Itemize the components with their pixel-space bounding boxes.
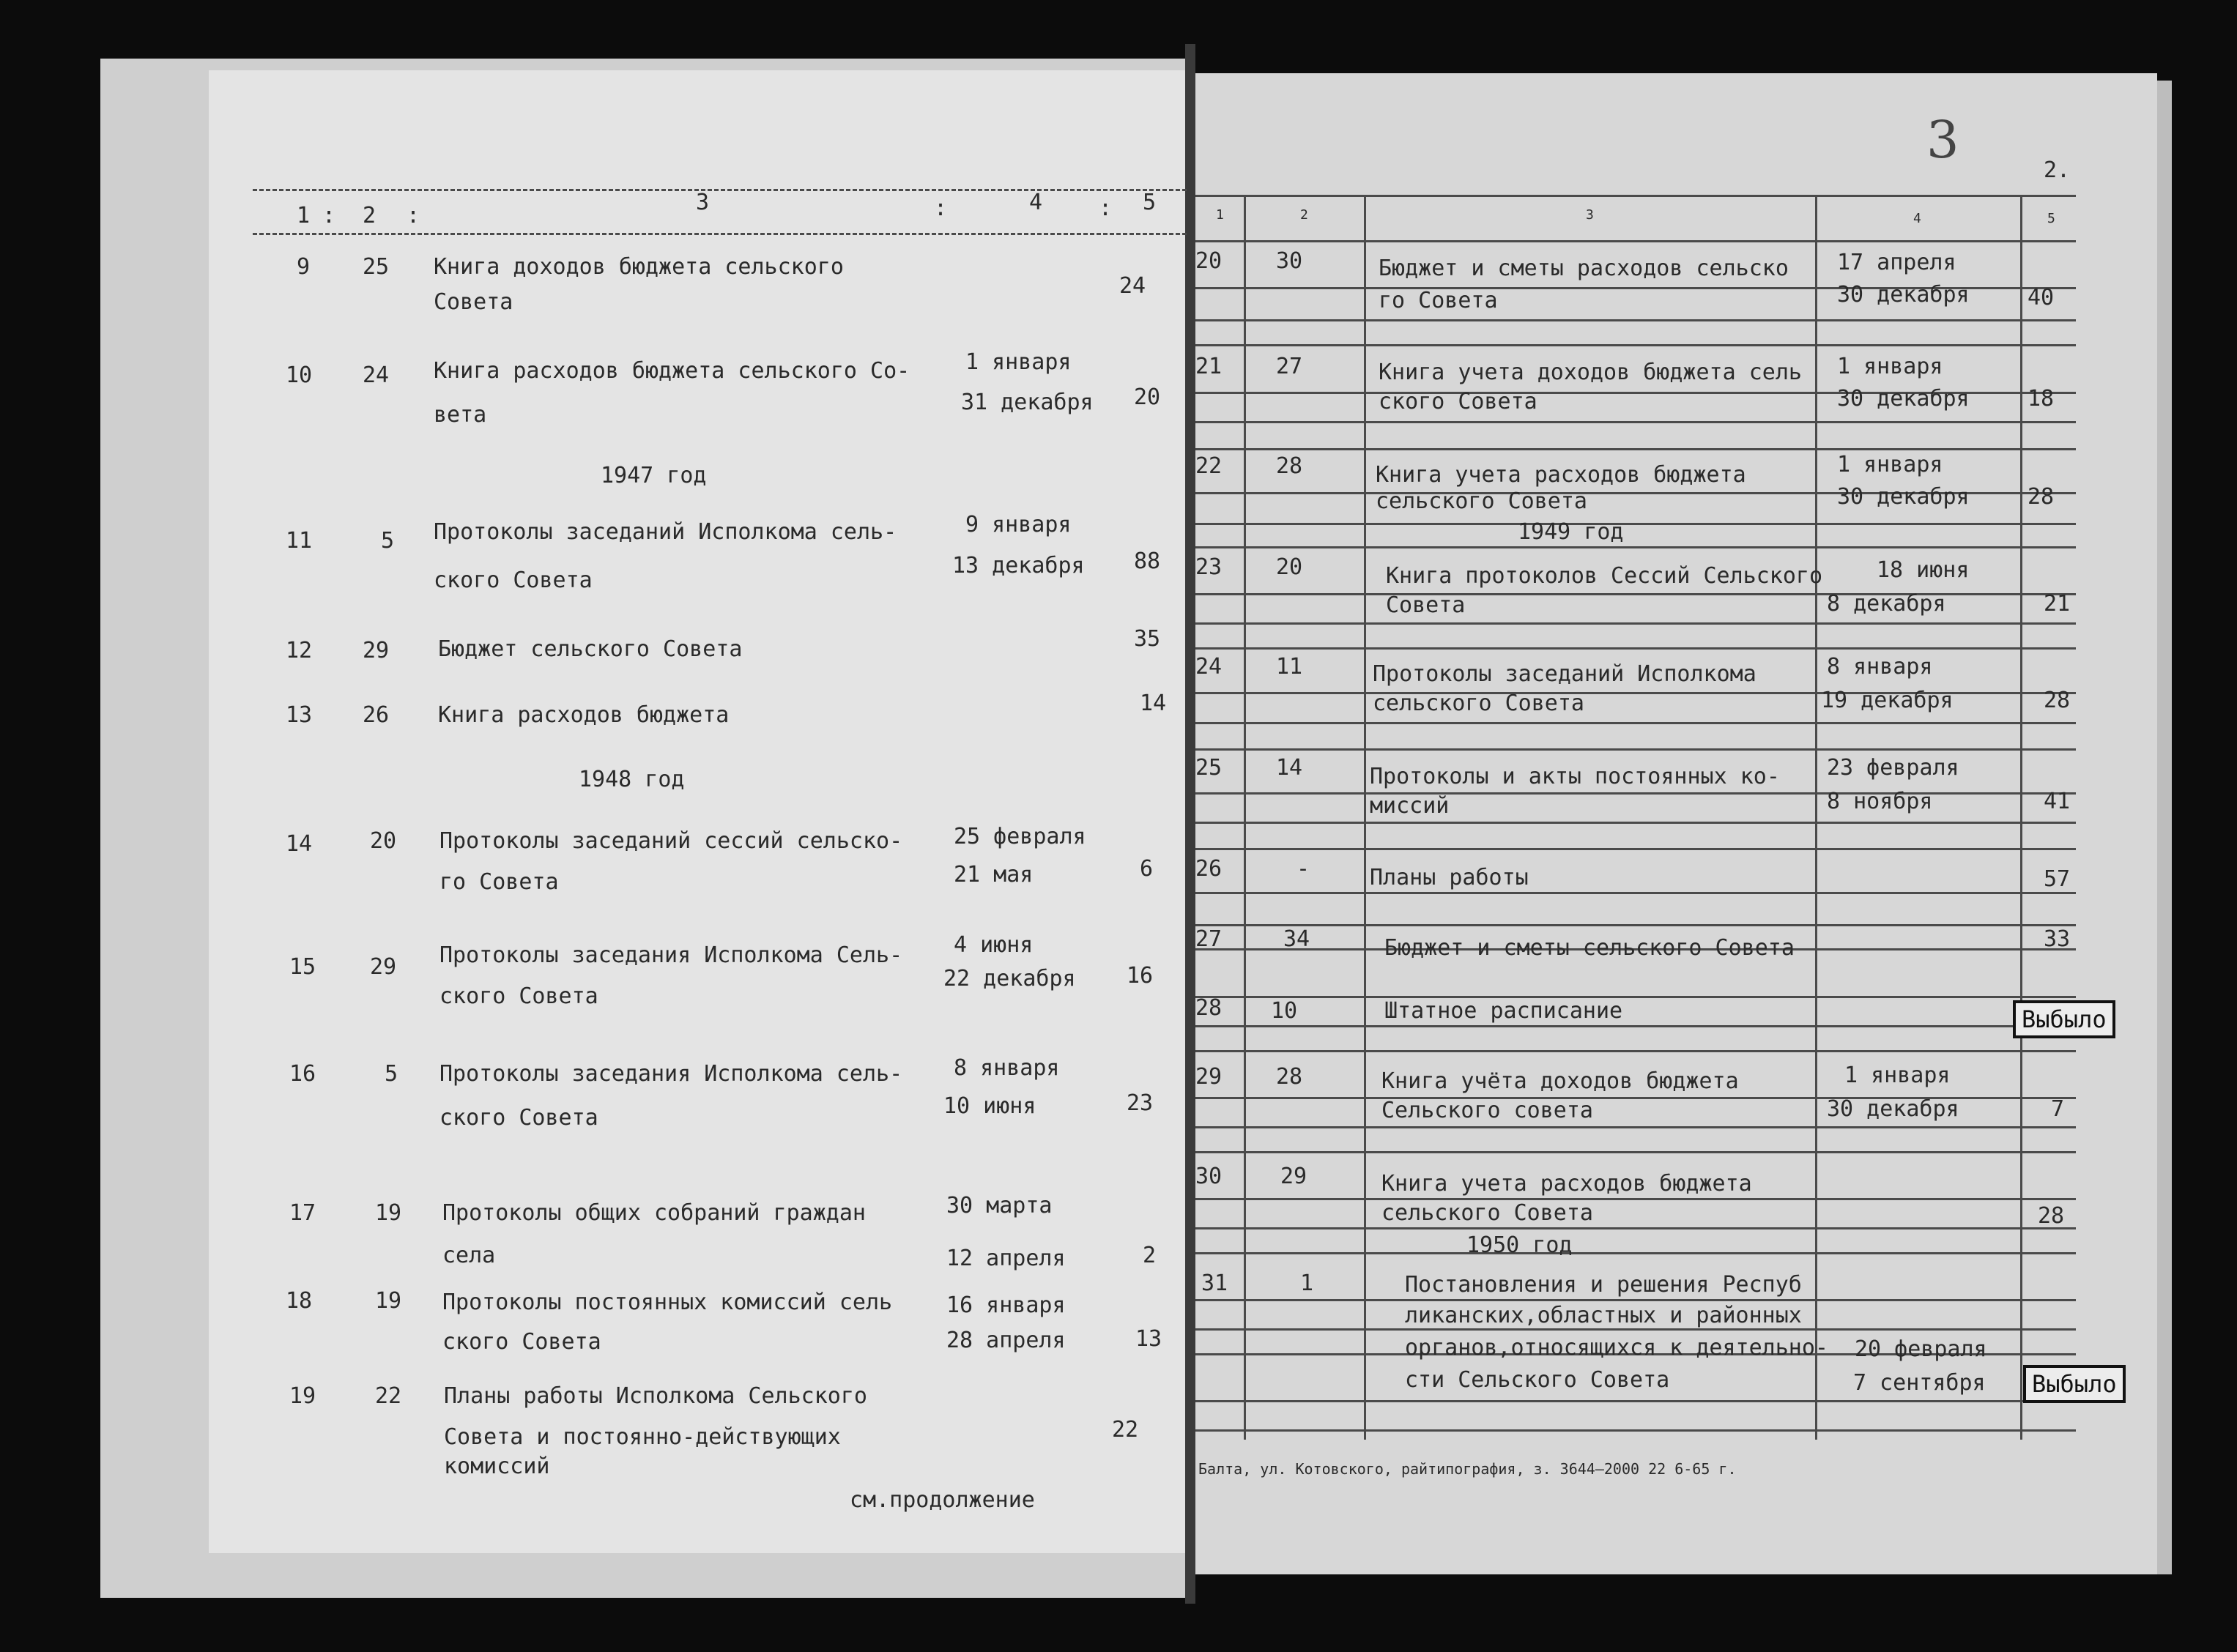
inventory-number: 28 xyxy=(1276,453,1303,479)
item-title: ского Совета xyxy=(439,1105,598,1131)
inventory-number: 29 xyxy=(370,954,397,980)
sheet-count: 21 xyxy=(2044,591,2071,617)
row-number: 27 xyxy=(1195,926,1223,952)
item-title: Книга расходов бюджета сельского Со- xyxy=(434,358,910,384)
sheet-count: 24 xyxy=(1119,273,1146,299)
table-rule xyxy=(1195,344,2076,346)
item-title: Штатное расписание xyxy=(1384,998,1623,1024)
item-title: Книга учета расходов бюджета xyxy=(1376,462,1746,488)
left-header-col5: 5 xyxy=(1143,190,1157,215)
left-header-sep: : xyxy=(322,203,336,228)
inventory-number: 30 xyxy=(1276,248,1303,274)
sheet-count: 33 xyxy=(2044,926,2071,952)
date-end: 22 декабря xyxy=(943,966,1076,991)
date-start: 4 июня xyxy=(954,932,1034,958)
right-header-col3: 3 xyxy=(1586,207,1594,223)
item-title: органов,относящихся к деятельно- xyxy=(1405,1335,1828,1361)
date-end: 10 июня xyxy=(943,1093,1036,1119)
inventory-number: 28 xyxy=(1276,1064,1303,1090)
item-title: го Совета xyxy=(1379,288,1498,313)
right-header-col1: 1 xyxy=(1216,207,1224,223)
sheet-count: 13 xyxy=(1135,1326,1162,1352)
date-end: 30 декабря xyxy=(1827,1096,1959,1122)
row-number: 16 xyxy=(289,1061,316,1087)
inventory-number: 26 xyxy=(363,702,390,728)
date-start: 1 января xyxy=(965,349,1072,375)
table-rule xyxy=(1195,1050,2076,1052)
item-title: Протоколы заседания Исполкома Сель- xyxy=(439,942,903,968)
table-rule xyxy=(1195,622,2076,625)
item-title: Протоколы и акты постоянных ко- xyxy=(1370,764,1780,789)
inventory-number: 29 xyxy=(363,638,390,663)
item-title: Книга учёта доходов бюджета xyxy=(1381,1068,1739,1094)
inventory-number: 5 xyxy=(385,1061,398,1087)
table-rule xyxy=(1195,1252,2076,1254)
left-header-sep: : xyxy=(1099,196,1113,221)
table-rule xyxy=(1195,1328,2076,1331)
sheet-count: 28 xyxy=(2038,1203,2065,1229)
left-header-top-rule xyxy=(253,189,1187,191)
table-rule xyxy=(1195,1198,2076,1200)
row-number: 30 xyxy=(1195,1164,1223,1189)
date-start: 1 января xyxy=(1844,1063,1951,1088)
item-title: сти Сельского Совета xyxy=(1405,1367,1670,1393)
item-title: сельского Совета xyxy=(1373,691,1584,716)
left-header-sep: : xyxy=(934,196,948,221)
item-title: Планы работы xyxy=(1370,865,1529,890)
item-title: ского Совета xyxy=(439,983,598,1009)
date-start: 30 марта xyxy=(946,1193,1053,1218)
row-number: 9 xyxy=(297,254,311,280)
table-rule xyxy=(1195,892,2076,894)
sheet-count: 40 xyxy=(2028,285,2055,310)
item-title: Протоколы заседаний Исполкома xyxy=(1373,661,1756,687)
right-header-col5: 5 xyxy=(2047,211,2055,226)
inventory-number: 19 xyxy=(375,1288,402,1314)
book-gutter xyxy=(1185,44,1195,1604)
date-end: 21 мая xyxy=(954,862,1034,888)
pencil-folio-number: 3 xyxy=(1926,110,1959,170)
table-rule xyxy=(1195,421,2076,423)
item-title: Постановления и решения Респуб xyxy=(1405,1272,1802,1298)
date-start: 20 февраля xyxy=(1855,1336,1987,1362)
row-number: 10 xyxy=(286,362,313,388)
row-number: 24 xyxy=(1195,654,1223,680)
item-title: Протоколы постоянных комиссий сель xyxy=(442,1290,893,1315)
item-title: комиссий xyxy=(444,1454,550,1479)
sheet-count: 41 xyxy=(2044,789,2071,814)
table-rule xyxy=(1195,546,2076,548)
inventory-number: 27 xyxy=(1276,354,1303,379)
item-title: Книга учета расходов бюджета xyxy=(1381,1171,1752,1197)
left-header-col2: 2 xyxy=(363,203,376,228)
item-title: Книга протоколов Сессий Сельского xyxy=(1386,563,1823,589)
item-title: Книга учета доходов бюджета сель xyxy=(1379,360,1802,385)
date-end: 30 декабря xyxy=(1837,484,1970,510)
row-number: 29 xyxy=(1195,1064,1223,1090)
item-title: ского Совета xyxy=(434,568,593,593)
item-title: Сельского совета xyxy=(1381,1098,1593,1123)
inventory-number: 24 xyxy=(363,362,390,388)
item-title: Протоколы заседаний сессий сельско- xyxy=(439,828,903,854)
date-end: 19 декабря xyxy=(1821,688,1954,713)
right-header-col4: 4 xyxy=(1913,211,1921,226)
left-header-col3: 3 xyxy=(696,190,710,215)
table-rule xyxy=(1195,523,2076,525)
date-end: 12 апреля xyxy=(946,1246,1066,1271)
inventory-number: 34 xyxy=(1283,926,1310,952)
printer-imprint: Балта, ул. Котовского, райтипография, з. 3644—2000 22 6-65 г. xyxy=(1198,1460,1737,1478)
row-number: 20 xyxy=(1195,248,1223,274)
left-header-sep: : xyxy=(407,203,420,228)
item-title: сельского Совета xyxy=(1381,1200,1593,1226)
table-rule xyxy=(1195,848,2076,850)
inventory-number: 20 xyxy=(1276,554,1303,580)
date-end: 13 декабря xyxy=(952,553,1085,578)
sheet-count: 28 xyxy=(2044,688,2071,713)
date-start: 16 января xyxy=(946,1292,1066,1318)
date-start: 1 января xyxy=(1837,354,1943,379)
inventory-number: 25 xyxy=(363,254,390,280)
date-end: 8 декабря xyxy=(1827,591,1946,617)
sheet-count: 14 xyxy=(1140,691,1167,716)
sheet-count: 23 xyxy=(1127,1090,1154,1116)
row-number: 12 xyxy=(286,638,313,663)
inventory-number: 20 xyxy=(370,828,397,854)
table-rule xyxy=(1195,722,2076,724)
item-title: Протоколы заседаний Исполкома сель- xyxy=(434,519,897,545)
sheet-count: 16 xyxy=(1127,963,1154,989)
row-number: 17 xyxy=(289,1200,316,1226)
row-number: 18 xyxy=(286,1288,313,1314)
table-rule xyxy=(1195,1227,2076,1229)
item-title: вета xyxy=(434,402,487,428)
sheet-count: 28 xyxy=(2028,484,2055,510)
table-rule xyxy=(1195,748,2076,751)
table-rule xyxy=(1195,1400,2076,1402)
inventory-number: - xyxy=(1296,856,1310,882)
item-title: сельского Совета xyxy=(1376,488,1587,514)
sheet-count: 57 xyxy=(2044,866,2071,892)
row-number: 31 xyxy=(1201,1270,1228,1296)
table-rule xyxy=(1195,448,2076,450)
row-number: 15 xyxy=(289,954,316,980)
row-number: 19 xyxy=(289,1383,316,1409)
item-title: Совета xyxy=(434,289,513,315)
table-rule xyxy=(1195,792,2076,795)
date-start: 18 июня xyxy=(1877,557,1970,583)
table-rule xyxy=(1195,1299,2076,1301)
item-title: Планы работы Исполкома Сельского xyxy=(444,1383,867,1409)
right-header-col2: 2 xyxy=(1300,207,1308,223)
date-start: 8 января xyxy=(1827,654,1933,680)
row-number: 26 xyxy=(1195,856,1223,882)
item-title: Протоколы общих собраний граждан xyxy=(442,1200,866,1226)
date-start: 1 января xyxy=(1837,452,1943,477)
row-number: 25 xyxy=(1195,755,1223,781)
table-rule xyxy=(1195,319,2076,321)
date-end: 28 апреля xyxy=(946,1328,1066,1353)
sheet-count: 6 xyxy=(1140,856,1154,882)
inventory-number: 29 xyxy=(1280,1164,1307,1189)
withdrawn-stamp: Выбыло xyxy=(2013,1000,2115,1038)
item-title: ского Совета xyxy=(442,1329,601,1355)
item-title: Бюджет сельского Совета xyxy=(438,636,743,662)
sheet-count: 7 xyxy=(2051,1096,2065,1122)
row-number: 22 xyxy=(1195,453,1223,479)
item-title: Книга расходов бюджета xyxy=(438,702,730,728)
inventory-number: 10 xyxy=(1271,998,1298,1024)
row-number: 13 xyxy=(286,702,313,728)
year-heading: 1948 год xyxy=(579,767,685,792)
table-rule xyxy=(1195,195,2076,197)
row-number: 23 xyxy=(1195,554,1223,580)
item-title: Бюджет и сметы расходов сельско xyxy=(1379,256,1789,281)
row-number: 11 xyxy=(286,528,313,554)
item-title: села xyxy=(442,1243,496,1268)
table-rule xyxy=(1195,647,2076,650)
item-title: миссий xyxy=(1370,793,1450,819)
inventory-number: 14 xyxy=(1276,755,1303,781)
date-start: 23 февраля xyxy=(1827,755,1959,781)
date-end: 7 сентября xyxy=(1853,1370,1986,1396)
inventory-number: 22 xyxy=(375,1383,402,1409)
table-rule xyxy=(1195,1429,2076,1432)
item-title: Совета и постоянно-действующих xyxy=(444,1424,841,1450)
item-title: ского Совета xyxy=(1379,389,1537,414)
inventory-number: 5 xyxy=(381,528,395,554)
item-title: Книга доходов бюджета сельского xyxy=(434,254,844,280)
row-number: 21 xyxy=(1195,354,1223,379)
left-header-bottom-rule xyxy=(253,233,1187,235)
table-rule xyxy=(1195,240,2076,242)
row-number: 14 xyxy=(286,831,313,857)
left-header-col1: 1 xyxy=(297,203,311,228)
date-start: 9 января xyxy=(965,512,1072,537)
year-heading: 1949 год xyxy=(1518,519,1624,545)
item-title: ликанских,областных и районных xyxy=(1405,1303,1802,1328)
date-end: 30 декабря xyxy=(1837,282,1970,308)
date-end: 8 ноября xyxy=(1827,789,1933,814)
date-start: 25 февраля xyxy=(954,824,1086,849)
date-start: 17 апреля xyxy=(1837,250,1956,275)
sheet-count: 35 xyxy=(1134,626,1161,652)
sheet-count: 22 xyxy=(1112,1417,1139,1443)
continuation-note: см.продолжение xyxy=(850,1487,1035,1513)
row-number: 28 xyxy=(1195,995,1223,1021)
inventory-number: 19 xyxy=(375,1200,402,1226)
inventory-number: 1 xyxy=(1300,1270,1314,1296)
item-title: Совета xyxy=(1386,592,1466,618)
table-rule xyxy=(1195,996,2076,998)
item-title: Протоколы заседания Исполкома сель- xyxy=(439,1061,903,1087)
item-title: Бюджет и сметы сельского Совета xyxy=(1384,935,1795,961)
date-start: 8 января xyxy=(954,1055,1060,1081)
table-rule xyxy=(1195,1151,2076,1153)
sheet-count: 20 xyxy=(1134,384,1161,410)
table-rule xyxy=(1195,822,2076,824)
table-rule xyxy=(1195,1025,2076,1027)
year-heading: 1950 год xyxy=(1466,1232,1573,1258)
page-number: 2. xyxy=(2044,157,2071,183)
sheet-count: 18 xyxy=(2028,386,2055,412)
withdrawn-stamp: Выбыло xyxy=(2023,1365,2126,1403)
table-rule xyxy=(1195,1126,2076,1128)
sheet-count: 88 xyxy=(1134,548,1161,574)
year-heading: 1947 год xyxy=(601,463,707,488)
table-rule xyxy=(1195,924,2076,926)
item-title: го Совета xyxy=(439,869,559,895)
left-header-col4: 4 xyxy=(1029,190,1043,215)
date-end: 30 декабря xyxy=(1837,386,1970,412)
date-end: 31 декабря xyxy=(961,390,1094,415)
inventory-number: 11 xyxy=(1276,654,1303,680)
sheet-count: 2 xyxy=(1143,1243,1157,1268)
